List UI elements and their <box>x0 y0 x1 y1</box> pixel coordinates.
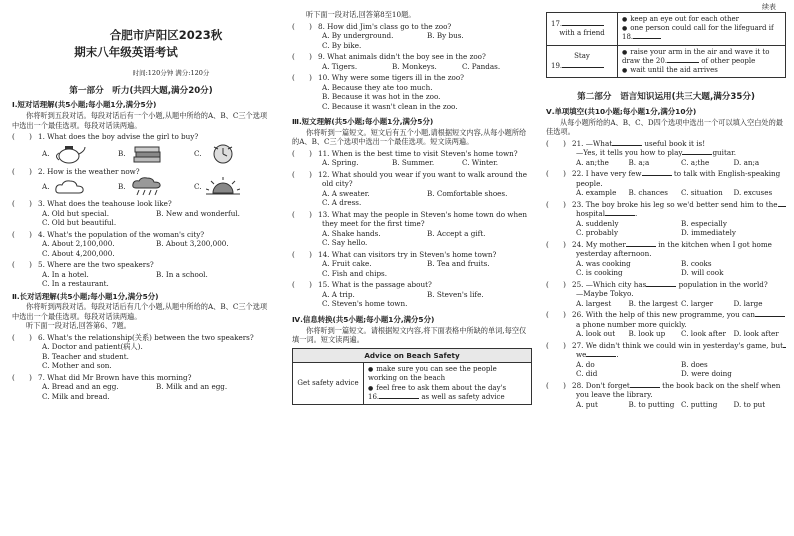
fill-blank[interactable] <box>783 347 786 348</box>
question-27: ( ) 27. We didn't think we could win in yesterday's game, but we . A. do B. does C. did D. were doing <box>546 341 786 379</box>
option-b[interactable]: B. New and wonderful. <box>156 208 240 218</box>
section5-instructions: 从每小题所给的A、B、C、D四个选项中选出一个可以填入空白处的最佳选项。 <box>546 117 783 137</box>
section3-title: Ⅲ.短文理解(共5小题;每小题1分,满分5分) <box>292 117 434 126</box>
table-header: Advice on Beach Safety <box>293 348 532 363</box>
section1-title: Ⅰ.短对话理解(共5小题;每小题1分,满分5分) <box>12 100 157 110</box>
section2-instructions: 你将听到两段对话。每段对话后有几个小题,从题中所给的A、B、C三个选项中选出一个最佳选项。每段对话读两遍。 <box>12 302 268 321</box>
option-b[interactable]: B. Monkeys. <box>392 61 437 71</box>
option-d[interactable]: D. large <box>733 298 763 308</box>
option-c[interactable]: C. Because it wasn't clean in the zoo. <box>322 101 458 111</box>
option-c[interactable]: C. Say hello. <box>322 238 368 248</box>
answer-blank[interactable]: ( ) <box>12 166 32 176</box>
bullet-icon: ● <box>368 384 374 392</box>
answer-blank[interactable]: ( ) <box>292 169 312 179</box>
option-a[interactable]: A. <box>42 177 118 197</box>
fill-blank[interactable] <box>778 206 787 207</box>
answer-blank[interactable]: ( ) <box>12 229 32 239</box>
option-a[interactable]: A. was cooking <box>576 258 631 268</box>
question-9-options <box>292 62 532 72</box>
column-left <box>12 0 270 536</box>
cloud-icon <box>53 177 87 197</box>
section4-title: Ⅳ.信息转换(共5小题;每小题1分,满分5分) <box>292 314 435 324</box>
column-middle <box>292 0 532 536</box>
option-b[interactable]: B. does <box>681 359 708 369</box>
option-a[interactable]: A. Shake hands. <box>322 228 381 238</box>
question-14-options <box>292 259 532 269</box>
answer-blank[interactable]: ( ) <box>546 279 566 289</box>
question-13-options <box>292 229 532 239</box>
column-right <box>546 0 786 536</box>
exam-title-line1: 合肥市庐阳区2023秋 <box>109 28 223 42</box>
clock-icon <box>206 143 240 165</box>
answer-blank[interactable]: ( ) <box>292 52 312 61</box>
option-d[interactable]: D. immediately <box>681 228 736 238</box>
option-b[interactable]: B. Steven's life. <box>427 289 484 299</box>
question-5-options <box>12 270 270 280</box>
option-b[interactable]: B. especially <box>681 218 727 228</box>
answer-blank[interactable]: ( ) <box>292 73 312 82</box>
option-b[interactable]: B. chances <box>628 188 668 198</box>
question-13-cont: they meet for the first time? <box>322 219 425 229</box>
beach-safety-table <box>292 348 532 405</box>
option-a[interactable]: A. look out <box>576 329 616 339</box>
option-a[interactable]: A. example <box>576 188 617 198</box>
option-c[interactable]: C. a;the <box>681 157 710 167</box>
option-a[interactable]: A. Fruit cake. <box>322 259 372 269</box>
option-a[interactable]: A. By underground. <box>322 31 394 40</box>
question-4-options <box>12 239 270 249</box>
option-b[interactable]: B. Because it was hot in the zoo. <box>322 92 441 101</box>
section4-instructions: 你将听到一篇短文。请根据短文内容,将下面表格中所缺的单词,每空仅填一词。短文读两遍。 <box>292 325 527 345</box>
option-c[interactable]: C. larger <box>681 298 714 308</box>
question-7-options <box>12 382 270 392</box>
section5-title: Ⅴ.单项填空(共10小题;每小题1分,满分10分) <box>546 106 697 116</box>
exam-title-line2: 期末八年级英语考试 <box>74 45 178 60</box>
row-label-get-safety-advice: Get safety advice <box>293 363 364 405</box>
bullet-icon: ● <box>622 48 628 56</box>
option-b[interactable]: B. Teacher and student. <box>42 351 129 361</box>
option-c[interactable]: C. By bike. <box>322 40 362 50</box>
option-a[interactable]: A. Bread and an egg. <box>42 382 119 392</box>
question-3-options <box>12 209 270 219</box>
exam-meta: 时间:120分钟 满分:120分 <box>132 69 210 78</box>
listen-note-8-10: 听下面一段对话,回答第8至10题。 <box>306 10 416 19</box>
answer-blank[interactable]: ( ) <box>12 372 32 382</box>
option-a[interactable]: A. A sweater. <box>322 188 370 198</box>
option-a[interactable]: A. Old but special. <box>42 208 109 218</box>
question-13: ( ) 13. What may the people in Steven's home town do when <box>292 209 527 219</box>
question-1: ( ) 1. What does the boy advise the girl to buy? <box>12 132 199 142</box>
option-c[interactable]: C. Fish and chips. <box>322 268 388 278</box>
option-c[interactable]: C. is cooking <box>576 268 623 278</box>
question-1-pictures <box>12 143 270 165</box>
answer-blank[interactable]: ( ) <box>546 199 566 209</box>
question-22: ( ) 22. I have very few to talk with English-speaking people. A. example B. chances C. situation D. excuses <box>546 169 786 198</box>
question-15: ( ) 15. What is the passage about? <box>292 280 432 290</box>
option-a[interactable]: A. largest <box>576 298 612 308</box>
answer-blank[interactable]: ( ) <box>12 199 32 209</box>
option-d[interactable]: D. excuses <box>733 188 773 198</box>
fill-blank[interactable] <box>626 246 656 247</box>
option-a[interactable]: A. Because they ate too much. <box>322 82 433 92</box>
answer-blank[interactable]: ( ) <box>12 260 32 270</box>
answer-blank[interactable]: ( ) <box>292 280 312 290</box>
option-c[interactable]: C. <box>194 177 270 197</box>
option-a[interactable]: A. In a hotel. <box>42 269 89 279</box>
section5-questions <box>546 139 786 410</box>
option-a[interactable]: A. put <box>576 399 598 409</box>
option-b[interactable]: B. Milk and an egg. <box>156 382 228 392</box>
question-12-cont: old city? <box>322 179 353 189</box>
answer-blank[interactable]: ( ) <box>12 332 32 342</box>
fill-blank[interactable] <box>586 356 616 357</box>
section3-instructions: 你将听到一篇短文。短文后有五个小题,请根据短文内容,从每小题所给的A、B、C三个选项中选出一个最佳选项。短文读两遍。 <box>292 127 527 147</box>
fill-blank[interactable] <box>646 286 676 287</box>
question-8: ( ) 8. How did Jim's class go to the zoo? <box>292 21 452 31</box>
option-c[interactable]: C. <box>194 143 270 165</box>
option-c[interactable]: C. A dress. <box>322 198 362 208</box>
rain-cloud-icon <box>130 177 164 197</box>
option-a[interactable]: A. Doctor and patient(病人). <box>42 342 143 352</box>
bullet-icon: ● <box>622 25 628 33</box>
question-6: ( ) 6. What's the relationship(关系) between the two speakers? <box>12 332 254 342</box>
option-b[interactable]: B. Tea and fruits. <box>427 259 490 269</box>
question-11: ( ) 11. When is the best time to visit Steven's home town? <box>292 148 518 158</box>
question-23: ( ) 23. The boy broke his leg so we'd better send him to the hospital . A. suddenly B. especially C. probably D. immediately <box>546 200 786 238</box>
fill-blank[interactable] <box>630 387 660 388</box>
option-b[interactable]: B. a;a <box>628 157 650 167</box>
answer-blank[interactable]: ( ) <box>546 239 566 249</box>
fill-blank[interactable] <box>755 316 785 317</box>
option-b[interactable]: B. In a school. <box>156 269 208 279</box>
option-d[interactable]: D. will cook <box>681 268 724 278</box>
fill-blank[interactable] <box>605 215 635 216</box>
option-a[interactable]: A. Tigers. <box>322 61 358 71</box>
question-9: ( ) 9. What animals didn't the boy see in the zoo? <box>292 52 486 61</box>
answer-blank[interactable]: ( ) <box>292 209 312 219</box>
row-content: ● raise your arm in the air and wave it to draw the 20. of other people ● wait until the aid arrives <box>618 45 786 78</box>
bullet-icon: ● <box>622 67 628 75</box>
blank-17[interactable] <box>562 25 604 26</box>
option-b[interactable]: B. cooks <box>681 258 712 268</box>
option-c[interactable]: C. About 4,200,000. <box>42 248 115 258</box>
question-2: ( ) 2. How is the weather now? <box>12 166 140 176</box>
option-b[interactable]: B. Accept a gift. <box>427 228 486 238</box>
option-b[interactable]: B. <box>118 143 194 165</box>
fill-blank[interactable] <box>612 145 642 146</box>
option-c[interactable]: C. Winter. <box>462 158 499 168</box>
continued-label: 续表 <box>762 3 776 11</box>
blank-19[interactable] <box>562 67 604 68</box>
option-b[interactable]: B. look up <box>628 329 666 339</box>
question-7: ( ) 7. What did Mr Brown have this morning? <box>12 372 192 382</box>
option-c[interactable]: C. situation <box>681 188 723 198</box>
answer-blank[interactable]: ( ) <box>546 340 566 350</box>
option-b[interactable]: B. Summer. <box>392 158 435 168</box>
question-15-options <box>292 290 532 300</box>
sunrise-icon <box>206 177 240 197</box>
option-c[interactable]: C. In a restaurant. <box>42 279 109 289</box>
question-4: ( ) 4. What's the population of the woman's city? <box>12 229 205 239</box>
question-28: ( ) 28. Don't forget the book back on the shelf when you leave the library. A. put B. to putting C. putting D. to put <box>546 381 786 410</box>
option-c[interactable]: C. Old but beautiful. <box>42 218 117 228</box>
option-c[interactable]: C. Milk and bread. <box>42 391 110 401</box>
question-5: ( ) 5. Where are the two speakers? <box>12 260 154 270</box>
listen-note-6-7: 听下面一段对话,回答第6、7题。 <box>26 321 131 331</box>
question-2-pictures <box>12 177 270 197</box>
blank-18[interactable] <box>633 38 661 39</box>
option-c[interactable]: C. Pandas. <box>462 61 501 71</box>
bullet-icon: ● <box>622 16 628 23</box>
section1-instructions: 你将听到五段对话。每段对话后有一个小题,从题中所给的A、B、C三个选项中选出一个最佳选项。每段对话读两遍。 <box>12 111 268 130</box>
answer-blank[interactable]: ( ) <box>546 169 566 179</box>
option-c[interactable]: C. look after <box>681 329 726 339</box>
section2-title: Ⅱ.长对话理解(共5小题;每小题1分,满分5分) <box>12 291 159 301</box>
option-b[interactable]: B. Comfortable shoes. <box>427 188 508 198</box>
option-a[interactable]: A. <box>42 143 118 165</box>
answer-blank[interactable]: ( ) <box>546 380 566 390</box>
option-a[interactable]: A. do <box>576 359 595 369</box>
option-c[interactable]: C. putting <box>681 399 718 409</box>
book-stack-icon <box>130 143 164 165</box>
question-8-options <box>292 31 532 41</box>
option-b[interactable]: B. By bus. <box>427 31 464 40</box>
question-25: ( ) 25. —Which city has population in the world? —Maybe Tokyo. A. largest B. the largest C. larger D. large <box>546 280 786 309</box>
question-3: ( ) 3. What does the teahouse look like? <box>12 199 172 209</box>
option-a[interactable]: A. an;the <box>576 157 609 167</box>
answer-blank[interactable]: ( ) <box>292 249 312 259</box>
option-b[interactable]: B. the largest <box>628 298 678 308</box>
answer-blank[interactable]: ( ) <box>292 21 312 31</box>
bullet-icon: ● <box>368 366 374 374</box>
answer-blank[interactable]: ( ) <box>546 138 566 148</box>
option-c[interactable]: C. Mother and son. <box>42 361 112 371</box>
option-b[interactable]: B. About 3,200,000. <box>156 239 229 249</box>
question-12-options <box>292 189 532 199</box>
option-a[interactable]: A. A trip. <box>322 289 355 299</box>
option-d[interactable]: D. an;a <box>733 157 760 167</box>
option-a[interactable]: A. suddenly <box>576 218 619 228</box>
option-d[interactable]: D. look after <box>733 329 779 339</box>
option-c[interactable]: C. Steven's home town. <box>322 299 408 309</box>
option-d[interactable]: D. to put <box>733 399 766 409</box>
option-b[interactable]: B. to putting <box>628 399 675 409</box>
question-24: ( ) 24. My mother in the kitchen when I got home yesterday afternoon. A. was cooking B. cooks C. is cooking D. will cook <box>546 240 786 278</box>
blank-20[interactable] <box>667 62 699 63</box>
row-label-with-a-friend: 17. with a friend <box>547 13 618 46</box>
question-10: ( ) 10. Why were some tigers ill in the zoo? <box>292 73 465 82</box>
question-11-options <box>292 158 532 168</box>
row-content: ● keep an eye out for each other ● one person could call for the lifeguard if 18. <box>618 13 786 46</box>
option-c[interactable]: C. did <box>576 369 598 379</box>
question-12: ( ) 12. What should you wear if you want to walk around the <box>292 169 528 179</box>
answer-blank[interactable]: ( ) <box>292 148 312 158</box>
blank-16[interactable] <box>379 398 419 399</box>
question-21: ( ) 21. —What useful book it is! —Yes, it tells you how to play guitar. A. an;the B. a;a C. a;the D. an;a <box>546 139 786 168</box>
row-content: ● make sure you can see the people working on the beach ● feel free to ask them about the day's 16. as well as safety advice <box>364 363 532 405</box>
part1-title: 第一部分 听力(共四大题,满分20分) <box>69 85 213 96</box>
part2-title: 第二部分 语言知识运用(共三大题,满分35分) <box>577 92 755 103</box>
fill-blank[interactable] <box>642 175 672 176</box>
option-c[interactable]: C. probably <box>576 228 619 238</box>
row-label-stay: Stay 19. <box>547 45 618 78</box>
option-a[interactable]: A. Spring. <box>322 158 359 168</box>
question-14: ( ) 14. What can visitors try in Steven's home town? <box>292 249 497 259</box>
question-26: ( ) 26. With the help of this new programme, you can a phone number more quickly. A. look out B. look up C. look after D. look after <box>546 310 786 339</box>
fill-blank[interactable] <box>682 154 712 155</box>
answer-blank[interactable]: ( ) <box>12 132 32 142</box>
option-b[interactable]: B. <box>118 177 194 197</box>
beach-safety-table-continued <box>546 12 786 78</box>
teapot-icon <box>53 143 87 165</box>
answer-blank[interactable]: ( ) <box>546 310 566 320</box>
option-a[interactable]: A. About 2,100,000. <box>42 239 115 249</box>
option-d[interactable]: D. were doing <box>681 369 732 379</box>
